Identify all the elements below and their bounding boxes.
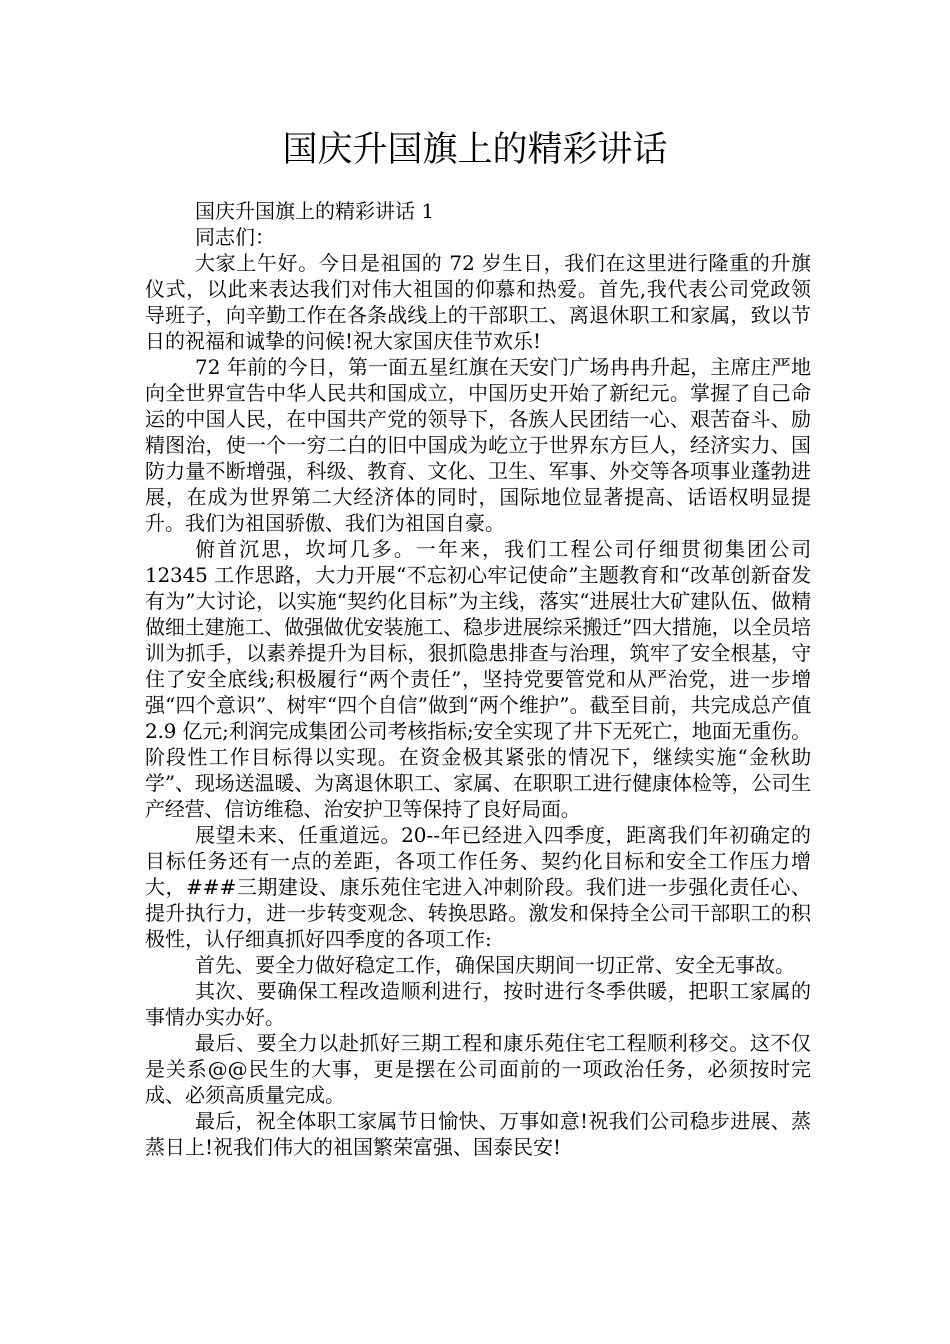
paragraph-7: 最后、要全力以赴抓好三期工程和康乐苑住宅工程顺利移交。这不仅是关系@@民生的大事，更是摆在公司面前的一项政治任务，必须按时完成、必须高质量完成。 <box>145 1031 811 1107</box>
greeting: 同志们： <box>195 225 275 249</box>
document-title: 国庆升国旗上的精彩讲话 <box>282 130 668 170</box>
paragraph-1: 大家上午好。今日是祖国的 72 岁生日，我们在这里进行隆重的升旗仪式，以此来表达我们对伟大祖国的仰慕和热爱。首先,我代表公司党政领导班子，向辛勤工作在各条战线上的干部职工、离退休职工和家属，致以节日的祝福和诚挚的问候!祝大家国庆佳节欢乐! <box>145 251 811 353</box>
paragraph-3: 俯首沉思，坎坷几多。一年来，我们工程公司仔细贯彻集团公司 12345 工作思路，大力开展“不忘初心牢记使命”主题教育和“改革创新奋发有为”大讨论，以实施“契约化目标”为主线，落实“进展壮大矿建队伍、做精做细土建施工、做强做优安装施工、稳步进展综采搬迁”四大措施，以全员培训为抓手，以素养提升为目标，狠抓隐患排查与治理，筑牢了安全根基，守住了安全底线;积极履行“两个责任”，坚持党要管党和从严治党，进一步增强“四个意识”、树牢“四个自信”做到“两个维护”。截至目前，共完成总产值 2.9 亿元;利润完成集团公司考核指标;安全实现了井下无死亡，地面无重伤。阶段性工作目标得以实现。在资金极其紧张的情况下，继续实施“金秋助学”、现场送温暖、为离退休职工、家属、在职职工进行健康体检等，公司生产经营、信访维稳、治安护卫等保持了良好局面。 <box>145 537 811 821</box>
paragraph-8: 最后，祝全体职工家属节日愉快、万事如意!祝我们公司稳步进展、蒸蒸日上!祝我们伟大的祖国繁荣富强、国泰民安! <box>145 1109 811 1159</box>
document-body <box>145 198 811 1160</box>
paragraph-6: 其次、要确保工程改造顺利进行，按时进行冬季供暖，把职工家属的事情办实办好。 <box>145 979 811 1029</box>
paragraph-4: 展望未来、任重道远。20--年已经进入四季度，距离我们年初确定的目标任务还有一点的差距，各项工作任务、契约化目标和安全工作压力增大，###三期建设、康乐苑住宅进入冲刺阶段。我们进一步强化责任心、提升执行力，进一步转变观念、转换思路。激发和保持全公司干部职工的积极性，认仔细真抓好四季度的各项工作: <box>145 823 811 951</box>
paragraph-5: 首先、要全力做好稳定工作，确保国庆期间一切正常、安全无事故。 <box>195 953 795 977</box>
subtitle: 国庆升国旗上的精彩讲话 1 <box>195 199 435 223</box>
paragraph-2: 72 年前的今日，第一面五星红旗在天安门广场冉冉升起，主席庄严地向全世界宣告中华人民共和国成立，中国历史开始了新纪元。掌握了自己命运的中国人民，在中国共产党的领导下，各族人民团结一心、艰苦奋斗、励精图治，使一个一穷二白的旧中国成为屹立于世界东方巨人，经济实力、国防力量不断增强，科级、教育、文化、卫生、军事、外交等各项事业蓬勃进展，在成为世界第二大经济体的同时，国际地位显著提高、话语权明显提升。我们为祖国骄傲、我们为祖国自豪。 <box>145 355 811 535</box>
